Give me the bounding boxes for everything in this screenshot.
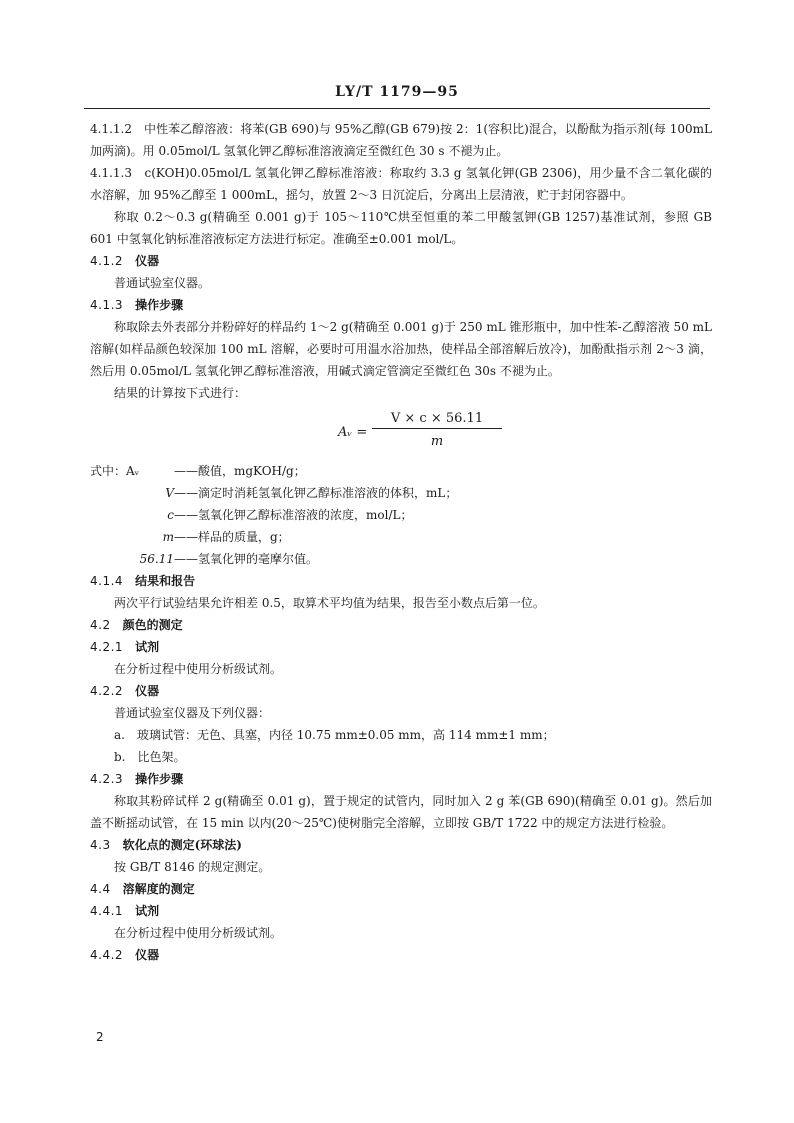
variable-symbol: c (167, 508, 174, 522)
body-block-2 (90, 570, 712, 966)
section-title: 软化点的测定(环球法) (122, 838, 242, 852)
variable-description: ——样品的质量，g； (174, 530, 290, 544)
section-title: 仪器 (135, 684, 160, 698)
section-heading (90, 636, 712, 658)
section-title: 仪器 (135, 254, 160, 268)
body-paragraph: 在分析过程中使用分析级试剂。 (114, 926, 283, 940)
variable-definition-row (90, 460, 712, 482)
section-number: 4.2.2 (90, 684, 124, 698)
header-rule (84, 108, 710, 109)
body-paragraph: 两次平行试验结果允许相差 0.5，取算术平均值为结果，报告至小数点后第一位。 (114, 596, 545, 610)
fraction-bar (372, 428, 502, 429)
variable-definition-row (90, 504, 712, 526)
body-paragraph: 普通试验室仪器及下列仪器： (114, 706, 271, 720)
section-number: 4.2 (90, 618, 111, 632)
section-title: 试剂 (135, 904, 160, 918)
section-number: 4.1.4 (90, 574, 124, 588)
variable-symbol: 56.11 (139, 552, 174, 566)
variable-description: ——酸值，mgKOH/g； (174, 464, 306, 478)
body-paragraph: b. 比色架。 (114, 750, 186, 764)
section-title: 仪器 (135, 948, 160, 962)
variable-symbol: 式中：Aᵥ (90, 464, 140, 478)
section-title: 试剂 (135, 640, 160, 654)
formula-denominator: m (430, 434, 444, 449)
variable-description: ——滴定时消耗氢氧化钾乙醇标准溶液的体积，mL； (174, 486, 458, 500)
section-heading (90, 834, 712, 856)
body-paragraph: 4.1.1.2 中性苯乙醇溶液：将苯(GB 690)与 95%乙醇(GB 679)按 2：1(容积比)混合，以酚酞为指示剂(每 100mL 加两滴)。用 0.05mol/L 氢氧化钾乙醇标准溶液滴定至微红色 30 s 不褪为止。 (90, 122, 712, 158)
section-heading (90, 570, 712, 592)
body-paragraph: 称取 0.2～0.3 g(精确至 0.001 g)于 105～110℃烘至恒重的苯二甲酸氢钾(GB 1257)基准试剂，参照 GB 601 中氢氧化钠标准溶液标定方法进行标定。准确至±0.001 mol/L。 (90, 210, 712, 246)
body-paragraph: 按 GB/T 8146 的规定测定。 (114, 860, 271, 874)
section-number: 4.4 (90, 882, 111, 896)
section-heading (90, 900, 712, 922)
variable-description: ——氢氧化钾的毫摩尔值。 (174, 552, 319, 566)
body-paragraph: 普通试验室仪器。 (114, 276, 211, 290)
body-paragraph: 称取除去外表部分并粉碎好的样品约 1～2 g(精确至 0.001 g)于 250 mL 锥形瓶中，加中性苯-乙醇溶液 50 mL 溶解(如样品颜色较深加 100 mL 溶解，必要时可用温水浴加热，使样品全部溶解后放冷)，加酚酞指示剂 2～3 滴，然后用 0.05mol/L 氢氧化钾乙醇标准溶液，用碱式滴定管滴定至微红色 30s 不褪为止。 (90, 320, 712, 378)
variable-definition-row (90, 548, 712, 570)
section-title: 操作步骤 (135, 772, 184, 786)
body-paragraph: 在分析过程中使用分析级试剂。 (114, 662, 283, 676)
section-title: 颜色的测定 (122, 618, 183, 632)
section-number: 4.1.3 (90, 298, 124, 312)
section-heading (90, 878, 712, 900)
section-heading (90, 614, 712, 636)
section-number: 4.4.1 (90, 904, 124, 918)
section-number: 4.3 (90, 838, 111, 852)
body-block-1 (90, 118, 712, 404)
body-paragraph: 结果的计算按下式进行： (114, 386, 247, 400)
formula-lhs: Aᵥ = (338, 425, 368, 440)
acid-value-formula (90, 404, 712, 460)
section-number: 4.2.1 (90, 640, 124, 654)
header-standard-code: LY/T 1179—95 (335, 84, 459, 100)
formula-fraction (372, 408, 502, 453)
section-heading (90, 680, 712, 702)
body-paragraph: 4.1.1.3 c(KOH)0.05mol/L 氢氧化钾乙醇标准溶液：称取约 3.3 g 氢氧化钾(GB 2306)，用少量不含二氧化碳的水溶解，加 95%乙醇至 1 000mL，摇匀，放置 2～3 日沉淀后，分离出上层清液，贮于封闭容器中。 (90, 166, 712, 202)
section-title: 溶解度的测定 (122, 882, 195, 896)
page-number: 2 (96, 1030, 104, 1044)
variable-definitions (90, 460, 712, 570)
section-heading (90, 250, 712, 272)
variable-symbol: m (162, 530, 174, 544)
section-heading (90, 294, 712, 316)
variable-definition-row (90, 526, 712, 548)
body-paragraph: 称取其粉碎试样 2 g(精确至 0.01 g)，置于规定的试管内，同时加入 2 g 苯(GB 690)(精确至 0.01 g)。然后加盖不断摇动试管，在 15 min 以内(20～25℃)使树脂完全溶解，立即按 GB/T 1722 中的规定方法进行检验。 (90, 794, 712, 830)
formula-numerator: V × c × 56.11 (390, 411, 484, 426)
variable-symbol: V (165, 486, 174, 500)
section-number: 4.2.3 (90, 772, 124, 786)
section-title: 结果和报告 (135, 574, 196, 588)
variable-description: ——氢氧化钾乙醇标准溶液的浓度，mol/L； (174, 508, 413, 522)
variable-definition-row (90, 482, 712, 504)
body-paragraph: a. 玻璃试管：无色、具塞，内径 10.75 mm±0.05 mm，高 114 mm±1 mm； (114, 728, 555, 742)
section-title: 操作步骤 (135, 298, 184, 312)
section-heading (90, 768, 712, 790)
document-body (90, 118, 712, 966)
section-number: 4.4.2 (90, 948, 124, 962)
section-heading (90, 944, 712, 966)
section-number: 4.1.2 (90, 254, 124, 268)
